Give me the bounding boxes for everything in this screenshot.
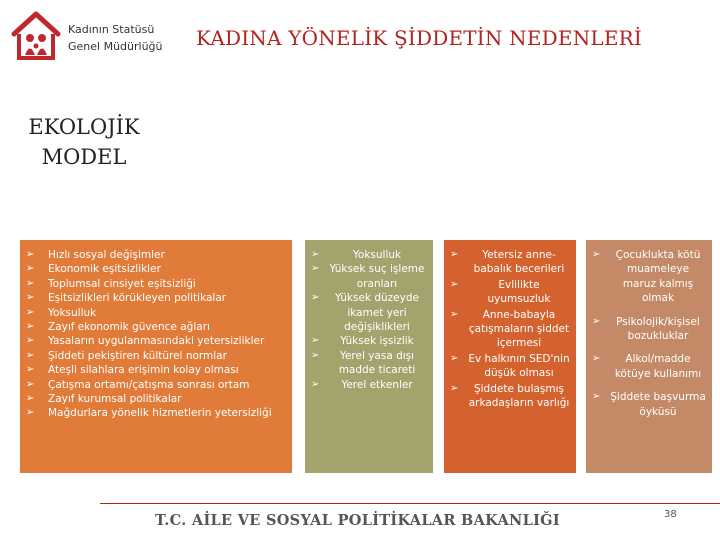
box-community: [305, 240, 433, 473]
list-item: ➢ Mağdurlara yönelik hizmetlerin yetersizliği: [26, 406, 286, 420]
model-label: [26, 112, 142, 172]
list-item: [592, 248, 706, 306]
list-item: [592, 390, 706, 419]
list-item-text: ➢ Psikolojik/kişisel bozukluklar: [616, 315, 700, 343]
list-item: [592, 315, 706, 344]
ksgm-logo-icon: [8, 8, 64, 64]
org-name-line2: Genel Müdürlüğü: [68, 40, 163, 53]
list-item-text: ➢ Yerel yasa dışı madde ticareti: [338, 349, 416, 377]
list-item: [311, 334, 427, 348]
list-item: [311, 262, 427, 291]
list-item: [311, 349, 427, 378]
list-item: ➢ Yasaların uygulanmasındaki yetersizlikler: [26, 334, 286, 348]
list-item-text: ➢ Yüksek suç işleme oranları: [329, 263, 425, 290]
list-item: ➢ Zayıf ekonomik güvence ağları: [26, 320, 286, 334]
box-relationship: [444, 240, 576, 473]
list-item: ➢ Yoksulluk: [26, 306, 286, 320]
list-individual: [592, 248, 706, 419]
footer-divider: [100, 503, 720, 504]
list-item: [311, 291, 427, 334]
model-label-line1: EKOLOJİK: [28, 115, 140, 139]
page-number: 38: [664, 509, 677, 520]
list-item: [450, 248, 570, 277]
list-item: ➢ Toplumsal cinsiyet eşitsizliği: [26, 277, 286, 291]
list-item: [450, 352, 570, 381]
footer-ministry: T.C. AİLE VE SOSYAL POLİTİKALAR BAKANLIĞI: [155, 512, 560, 529]
list-item-text: ➢ Evlilikte uyumsuzluk: [487, 278, 551, 306]
list-item: [592, 352, 706, 381]
list-item: [450, 308, 570, 351]
list-societal: [26, 248, 286, 421]
list-item: [311, 248, 427, 262]
list-item-text: ➢ Yetersiz anne-babalık becerileri: [473, 249, 565, 276]
list-item-text: ➢ Anne-babayla çatışmaların şiddet içermesi: [468, 308, 570, 350]
list-item: ➢ Çatışma ortamı/çatışma sonrası ortam: [26, 378, 286, 392]
box-individual: [586, 240, 712, 473]
list-item-text: ➢ Yoksulluk: [352, 249, 402, 261]
list-item: ➢ Ateşli silahlara erişimin kolay olması: [26, 363, 286, 377]
list-item: ➢ Zayıf kurumsal politikalar: [26, 392, 286, 406]
list-item: ➢ Hızlı sosyal değişimler: [26, 248, 286, 262]
list-item: [311, 378, 427, 392]
box-societal: [20, 240, 292, 473]
list-item: ➢ Şiddeti pekiştiren kültürel normlar: [26, 349, 286, 363]
list-item: [450, 382, 570, 411]
list-item: [450, 278, 570, 307]
list-item-text: ➢ Çocuklukta kötü muameleye maruz kalmış olmak: [615, 249, 701, 305]
org-logo: [8, 8, 208, 68]
list-item-text: ➢ Yüksek işsizlik: [340, 335, 414, 348]
list-item-text: ➢ Alkol/madde kötüye kullanımı: [614, 353, 702, 380]
list-item: ➢ Eşitsizlikleri körükleyen politikalar: [26, 291, 286, 305]
list-item-text: ➢ Yerel etkenler: [341, 378, 413, 391]
list-relationship: [450, 248, 570, 410]
list-item-text: ➢ Şiddete bulaşmış arkadaşların varlığı: [468, 382, 570, 410]
list-item-text: ➢ Şiddete başvurma öyküsü: [610, 391, 706, 418]
org-name-line1: Kadının Statüsü: [68, 23, 155, 36]
list-item-text: ➢ Ev halkının SED'nin düşük olması: [468, 352, 570, 380]
slide-title: KADINA YÖNELİK ŞİDDETİN NEDENLERİ: [196, 26, 643, 50]
list-community: [311, 248, 427, 392]
model-label-line2: MODEL: [41, 145, 127, 169]
list-item: ➢ Ekonomik eşitsizlikler: [26, 262, 286, 276]
list-item-text: ➢ Yüksek düzeyde ikamet yeri değişiklikleri: [335, 292, 419, 334]
